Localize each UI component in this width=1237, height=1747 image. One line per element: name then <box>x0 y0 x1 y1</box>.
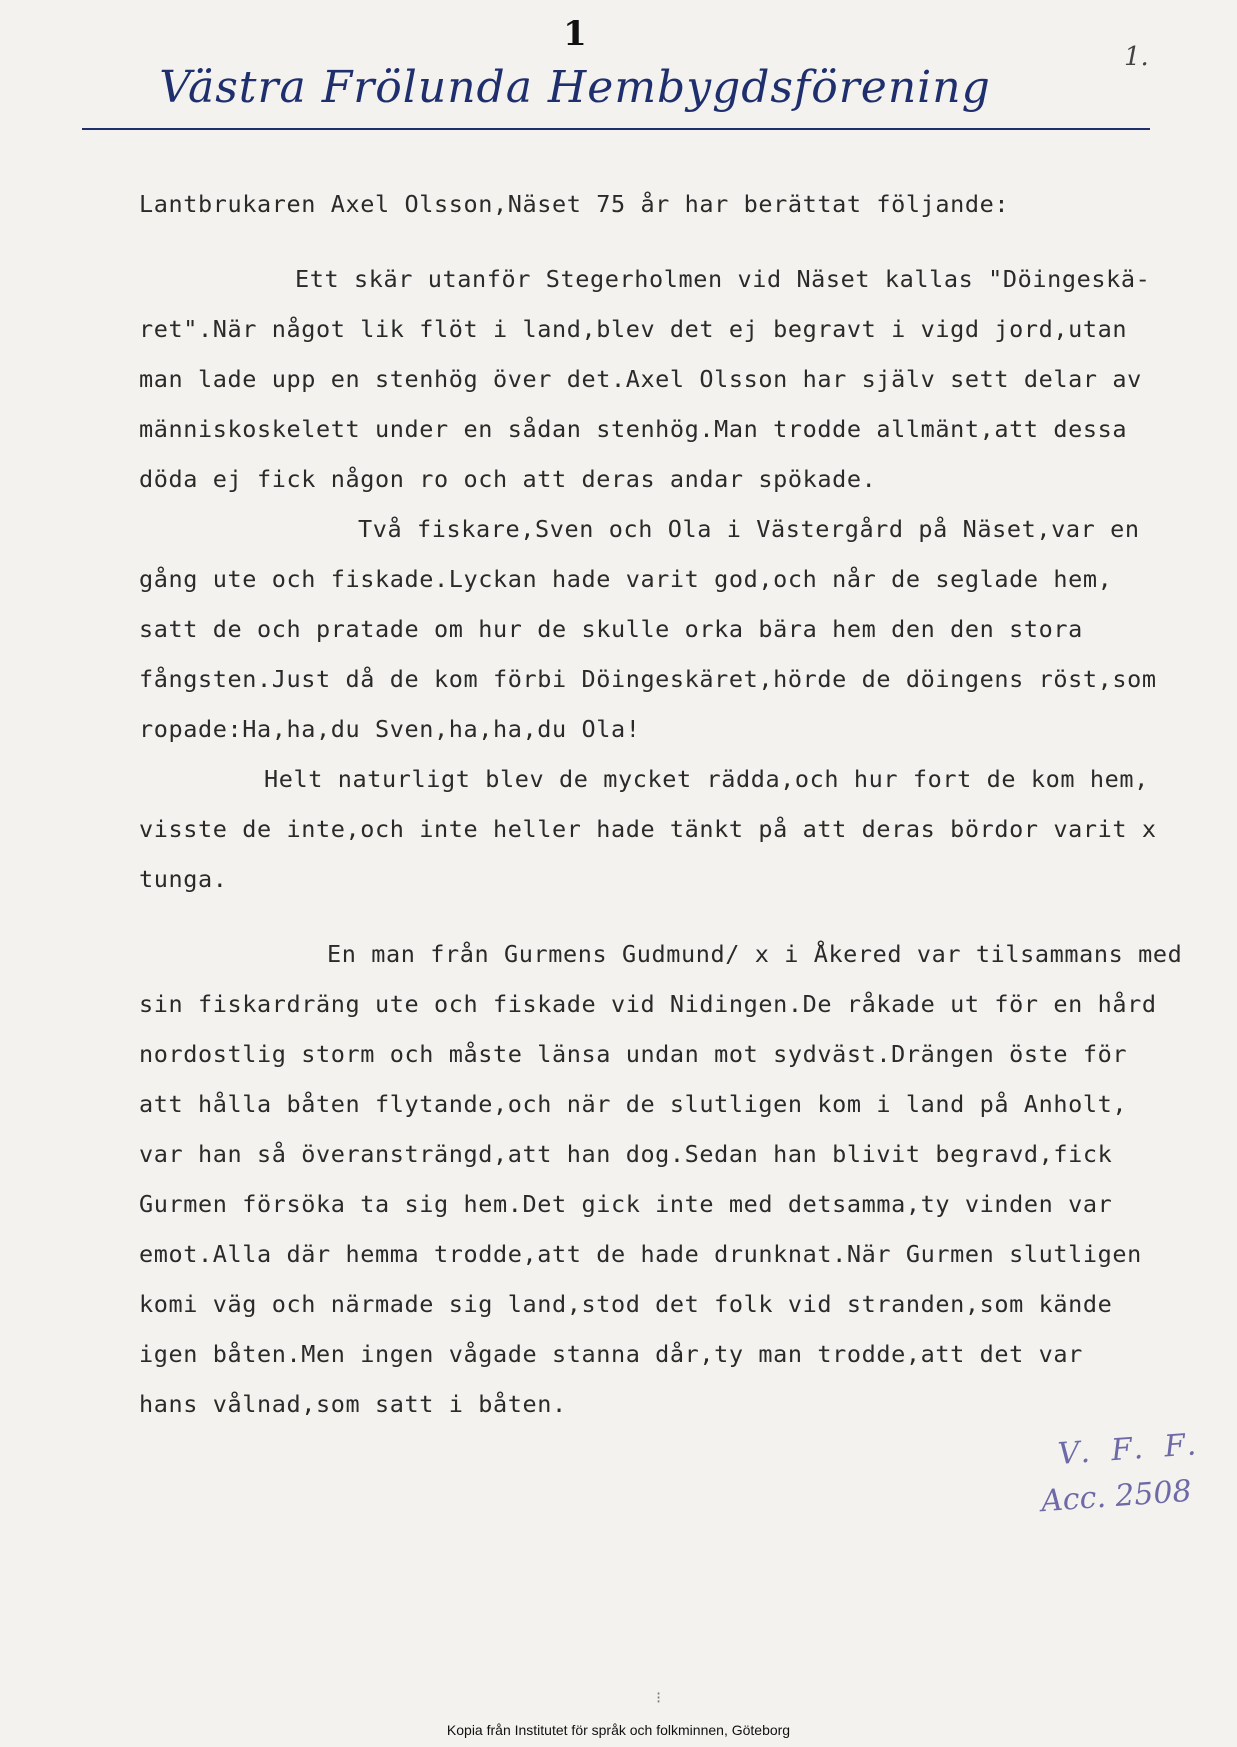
text-line: döda ej fick någon ro och att deras andar spökade. <box>139 465 877 493</box>
stamp-bottom-text: Acc. 2508 <box>1039 1473 1193 1520</box>
text-line: man lade upp en stenhög över det.Axel Olsson har själv sett delar av <box>139 365 1142 393</box>
footer-marks: ⁝ <box>656 1688 662 1707</box>
text-line: gång ute och fiskade.Lyckan hade varit god,och når de seglade hem, <box>139 565 1113 593</box>
text-line: komi väg och närmade sig land,stod det folk vid stranden,som kände <box>139 1290 1113 1318</box>
text-line: igen båten.Men ingen vågade stanna dår,ty man trodde,att det var <box>139 1340 1083 1368</box>
text-line: Helt naturligt blev de mycket rädda,och hur fort de kom hem, <box>264 765 1149 793</box>
text-line: fångsten.Just då de kom förbi Döingeskäret,hörde de döingens röst,som <box>139 665 1157 693</box>
text-line: var han så överansträngd,att han dog.Sedan han blivit begravd,fick <box>139 1140 1113 1168</box>
stamp-top-text: V. F. F. <box>1056 1426 1204 1472</box>
text-line: att hålla båten flytande,och när de slutligen kom i land på Anholt, <box>139 1090 1128 1118</box>
footer-copy-notice: Kopia från Institutet för språk och folkminnen, Göteborg <box>446 1722 791 1738</box>
letterhead-title: Västra Frölunda Hembygdsförening <box>159 62 991 113</box>
text-line: emot.Alla där hemma trodde,att de hade drunknat.När Gurmen slutligen <box>139 1240 1142 1268</box>
text-line: En man från Gurmens Gudmund/ x i Åkered var tilsammans med <box>327 940 1183 968</box>
text-line: hans vålnad,som satt i båten. <box>139 1390 567 1418</box>
page-number: 1 <box>563 14 587 54</box>
text-line: sin fiskardräng ute och fiskade vid Nidingen.De råkade ut för en hård <box>139 990 1157 1018</box>
text-line: satt de och pratade om hur de skulle orka bära hem den den stora <box>139 615 1083 643</box>
text-line: visste de inte,och inte heller hade tänkt på att deras bördor varit x <box>139 815 1157 843</box>
text-line: tunga. <box>139 865 228 893</box>
text-line: ret".När något lik flöt i land,blev det ej begravt i vigd jord,utan <box>139 315 1128 343</box>
text-line: ropade:Ha,ha,du Sven,ha,ha,du Ola! <box>139 715 641 743</box>
text-line: Två fiskare,Sven och Ola i Västergård på Näset,var en <box>358 515 1140 543</box>
text-line: nordostlig storm och måste länsa undan mot sydväst.Drängen öste för <box>139 1040 1128 1068</box>
text-line: Ett skär utanför Stegerholmen vid Näset kallas "Döingeskä- <box>295 265 1151 293</box>
text-line: människoskelett under en sådan stenhög.Man trodde allmänt,att dessa <box>139 415 1128 443</box>
text-line: Gurmen försöka ta sig hem.Det gick inte med detsamma,ty vinden var <box>139 1190 1113 1218</box>
text-line: Lantbrukaren Axel Olsson,Näset 75 år har berättat följande: <box>139 190 1010 218</box>
letterhead-rule <box>82 128 1150 130</box>
accession-stamp <box>1037 1426 1224 1538</box>
handwritten-page-number: 1. <box>1124 42 1149 72</box>
